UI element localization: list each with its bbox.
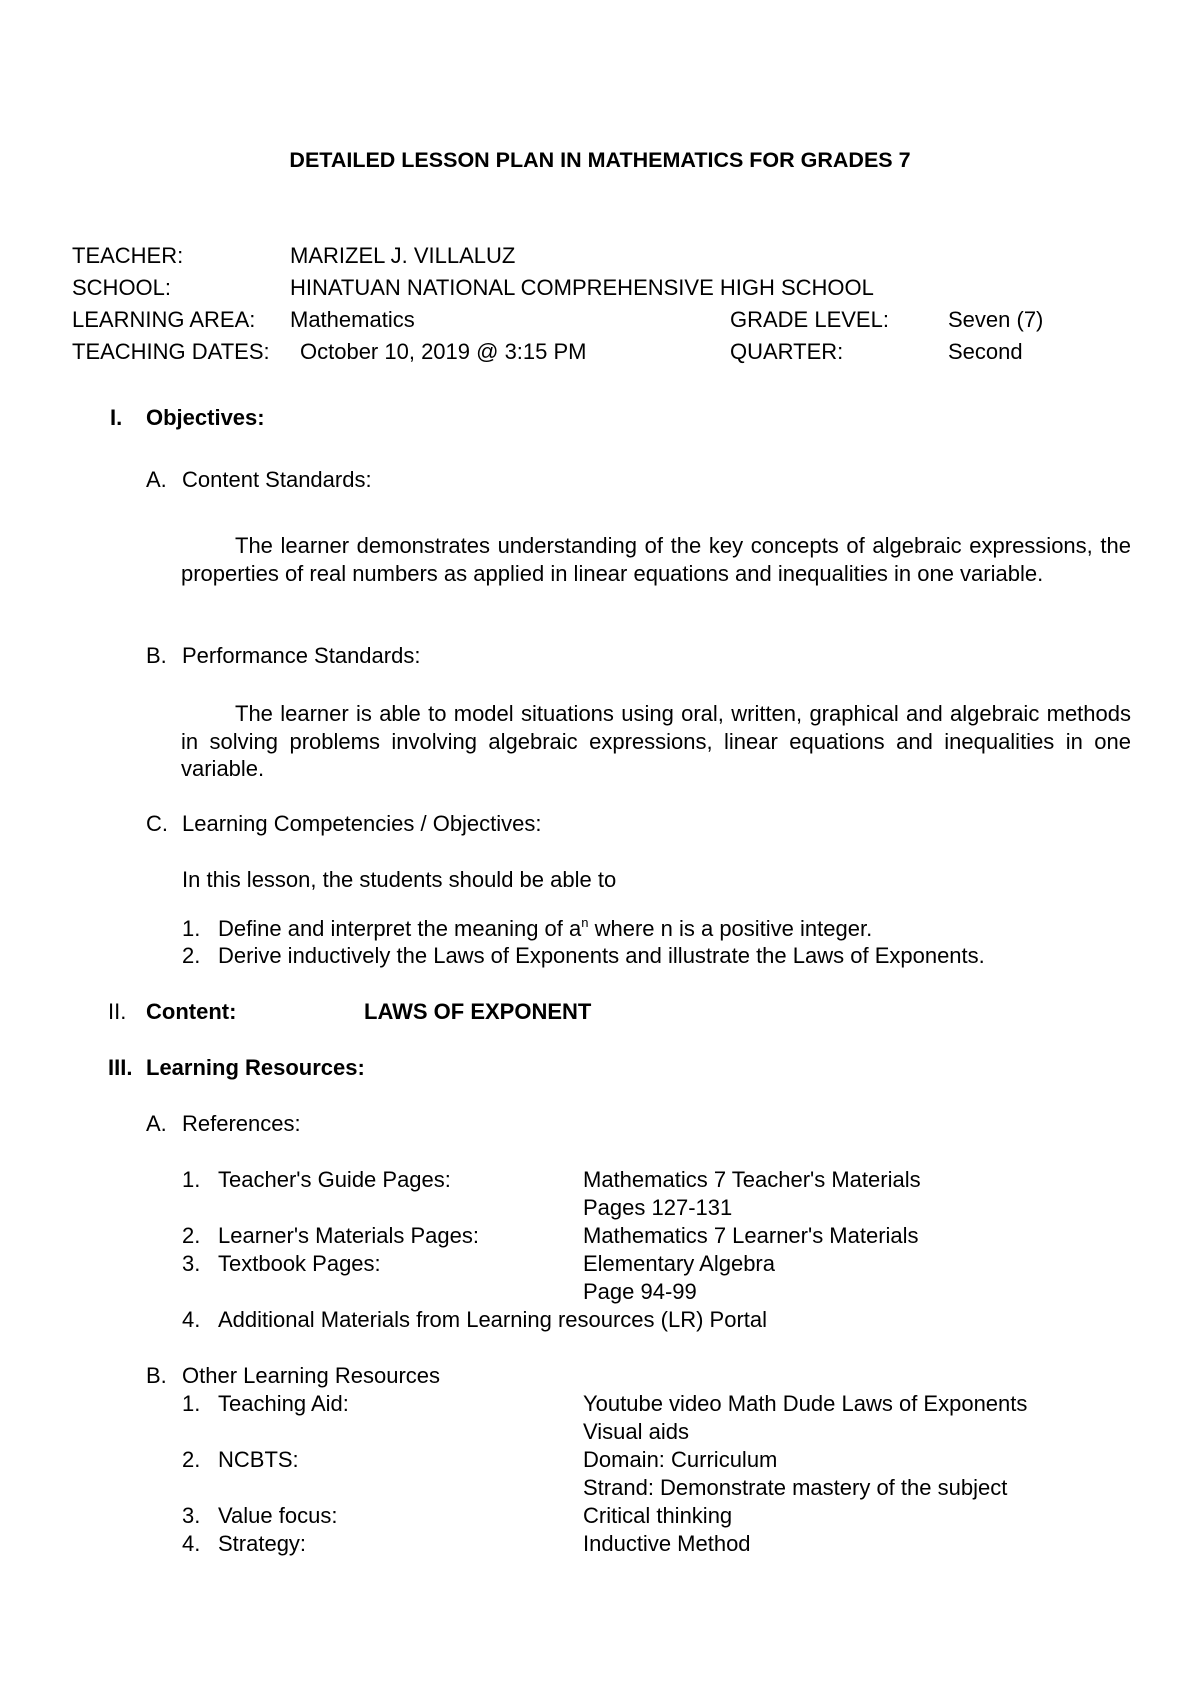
other-1-value-2: Visual aids xyxy=(583,1419,689,1444)
content-heading: Content: xyxy=(146,999,237,1024)
other-1-value: Youtube video Math Dude Laws of Exponents xyxy=(583,1391,1028,1416)
ref-3-value-2: Page 94-99 xyxy=(583,1279,697,1304)
performance-standards-text: The learner is able to model situations using oral, written, graphical and algebraic methods in solving problems involving algebraic expressions, linear equations and inequalities in one variable. xyxy=(181,701,1131,781)
teaching-dates-value: October 10, 2019 @ 3:15 PM xyxy=(300,339,587,364)
document-title: DETAILED LESSON PLAN IN MATHEMATICS FOR GRADES 7 xyxy=(289,148,911,172)
performance-standards-label: Performance Standards: xyxy=(182,643,421,668)
ref-4-number: 4. xyxy=(182,1307,201,1332)
other-4-number: 4. xyxy=(182,1531,201,1556)
other-resources-letter: B. xyxy=(146,1363,167,1388)
content-standards-letter: A. xyxy=(146,467,167,492)
ref-2-value: Mathematics 7 Learner's Materials xyxy=(583,1223,919,1248)
objective-2-number: 2. xyxy=(182,943,201,968)
references-label: References: xyxy=(182,1111,301,1136)
ref-2-label: Learner's Materials Pages: xyxy=(218,1223,479,1248)
objective-1-number: 1. xyxy=(182,916,201,941)
content-numeral: II. xyxy=(108,999,127,1024)
content-standards-label: Content Standards: xyxy=(182,467,372,492)
ref-4-label: Additional Materials from Learning resources (LR) Portal xyxy=(218,1307,768,1332)
ref-2-number: 2. xyxy=(182,1223,201,1248)
teaching-dates-label: TEACHING DATES: xyxy=(72,339,270,364)
resources-heading: Learning Resources: xyxy=(146,1055,365,1080)
learning-area-label: LEARNING AREA: xyxy=(72,307,256,332)
content-standards-text: The learner demonstrates understanding of the key concepts of algebraic expressions, the properties of real numbers as applied in linear equations and inequalities in one variable. xyxy=(181,533,1131,586)
references-letter: A. xyxy=(146,1111,167,1136)
objectives-heading: Objectives: xyxy=(146,405,265,430)
content-value: LAWS OF EXPONENT xyxy=(364,999,592,1024)
ref-3-value: Elementary Algebra xyxy=(583,1251,775,1276)
other-2-number: 2. xyxy=(182,1447,201,1472)
quarter-value: Second xyxy=(948,339,1023,364)
other-1-label: Teaching Aid: xyxy=(218,1391,349,1416)
ref-1-number: 1. xyxy=(182,1167,201,1192)
other-4-label: Strategy: xyxy=(218,1531,307,1556)
learning-area-value: Mathematics xyxy=(290,307,415,332)
grade-level-value: Seven (7) xyxy=(948,307,1044,332)
exponent-n: n xyxy=(581,915,589,930)
competencies-letter: C. xyxy=(146,811,168,836)
competencies-intro: In this lesson, the students should be able to xyxy=(182,867,617,892)
school-value: HINATUAN NATIONAL COMPREHENSIVE HIGH SCHOOL xyxy=(290,275,874,300)
other-3-label: Value focus: xyxy=(218,1503,338,1528)
teacher-value: MARIZEL J. VILLALUZ xyxy=(290,243,516,268)
competencies-label: Learning Competencies / Objectives: xyxy=(182,811,542,836)
ref-3-number: 3. xyxy=(182,1251,201,1276)
other-3-value: Critical thinking xyxy=(583,1503,733,1528)
other-3-number: 3. xyxy=(182,1503,201,1528)
other-resources-label: Other Learning Resources xyxy=(182,1363,441,1388)
other-4-value: Inductive Method xyxy=(583,1531,751,1556)
objective-2-text: Derive inductively the Laws of Exponents and illustrate the Laws of Exponents. xyxy=(218,943,985,968)
school-label: SCHOOL: xyxy=(72,275,172,300)
ref-1-value-2: Pages 127-131 xyxy=(583,1195,733,1220)
other-2-label: NCBTS: xyxy=(218,1447,299,1472)
performance-standards-letter: B. xyxy=(146,643,167,668)
ref-1-value: Mathematics 7 Teacher's Materials xyxy=(583,1167,921,1192)
teacher-label: TEACHER: xyxy=(72,243,184,268)
other-2-value-2: Strand: Demonstrate mastery of the subject xyxy=(583,1475,1008,1500)
objectives-numeral: I. xyxy=(110,405,123,430)
grade-level-label: GRADE LEVEL: xyxy=(730,307,889,332)
quarter-label: QUARTER: xyxy=(730,339,844,364)
objective-1-text: Define and interpret the meaning of $a^n$ where n is a positive integer. xyxy=(218,915,873,941)
ref-3-label: Textbook Pages: xyxy=(218,1251,381,1276)
other-2-value: Domain: Curriculum xyxy=(583,1447,778,1472)
ref-1-label: Teacher's Guide Pages: xyxy=(218,1167,451,1192)
other-1-number: 1. xyxy=(182,1391,201,1416)
resources-numeral: III. xyxy=(108,1055,133,1080)
